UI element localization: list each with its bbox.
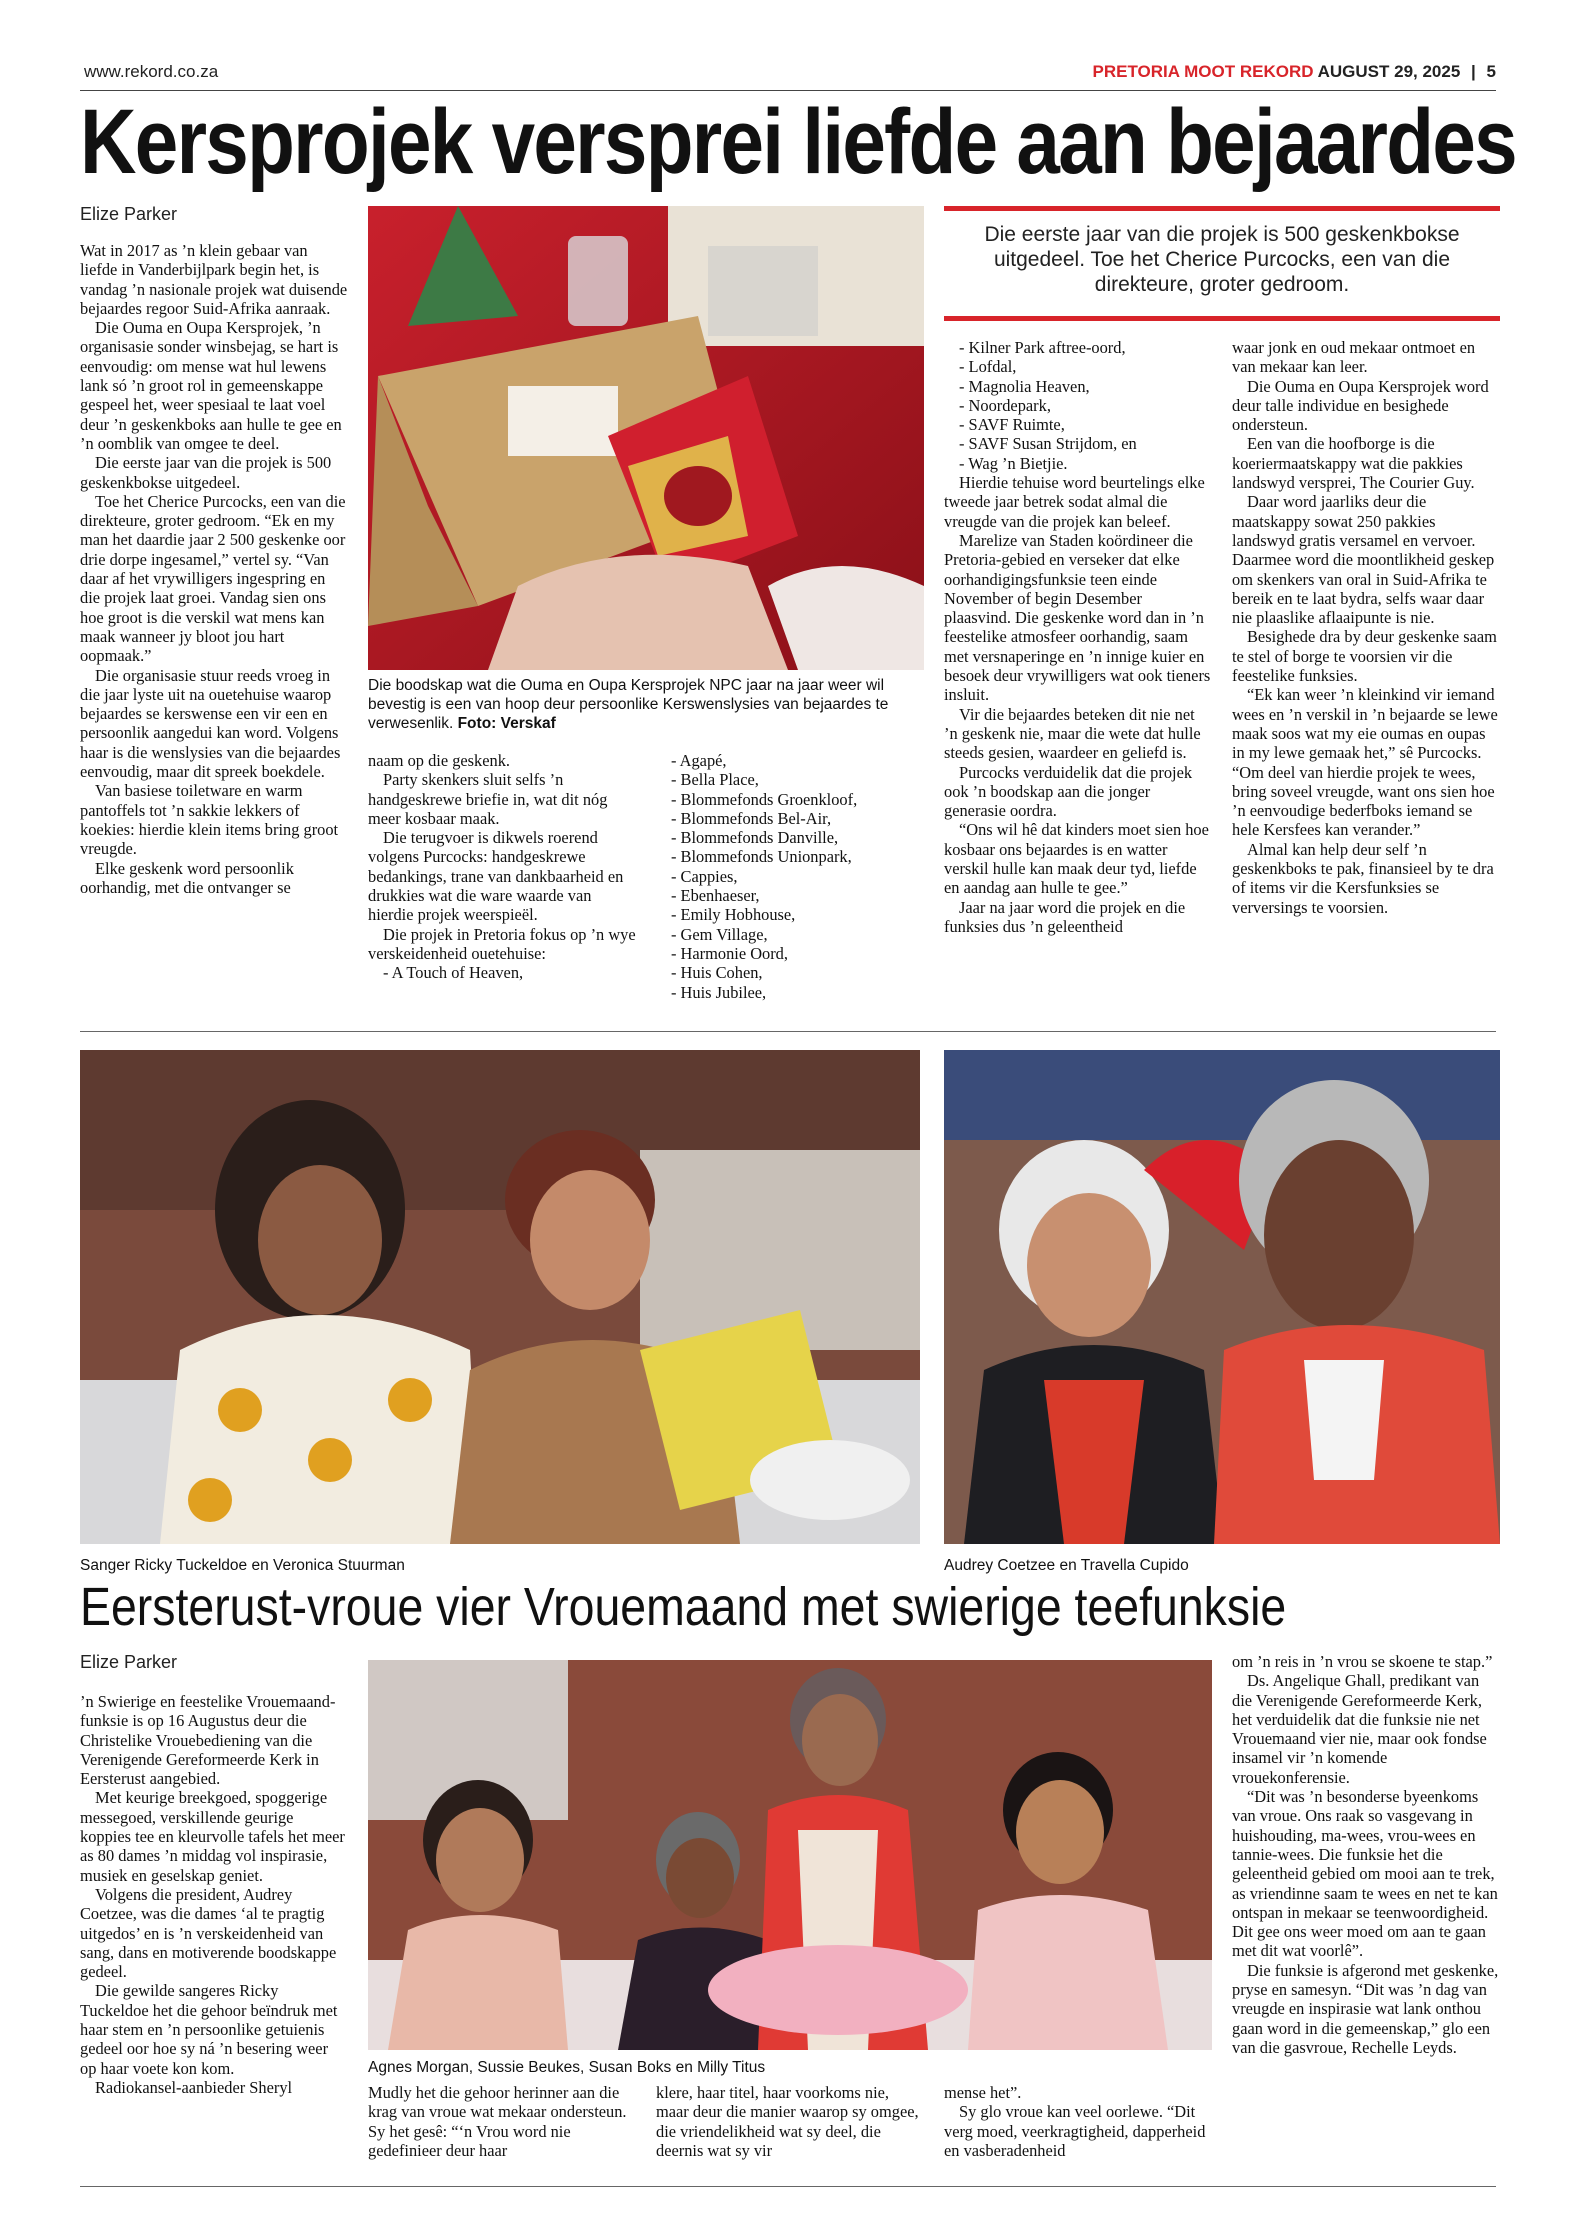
list-item: - Agapé, [671,751,727,770]
list-item: - Blommefonds Unionpark, [671,847,852,867]
list-item: - SAVF Susan Strijdom, en [959,434,1137,454]
page-number: 5 [1486,62,1496,81]
paragraph: Vir die bejaardes beteken dit nie net ’n geskenk nie, maar die wete dat hulle steeds gesien, waardeer en geliefd is. [944,704,1201,763]
paragraph: Toe het Cherice Purcocks, een van die direkteure, groter gedroom. “Ek en my man het daardie jaar 2 500 geskenke oor drie dorpe ingesamel,” vertel sy. “Van daar af het vrywilligers ingespring en die projek laat groei. Vandag sien ons hoe groot is die verskil wat mens kan maak wanneer jy bloot jou hart oopmaak.” [80,491,346,666]
paragraph: Besighede dra by deur geskenke saam te stel of borge te voorsien vir die feestelike funksies. [1232,627,1497,686]
tuckeldoe-stuurman-photo [80,1050,920,1544]
article2-byline: Elize Parker [80,1652,178,1672]
left-photo-caption: Sanger Ricky Tuckeldoe en Veronica Stuurman [80,1557,405,1574]
paragraph: “Ons wil hê dat kinders moet sien hoe kosbaar ons bejaardes is en watter verskil hulle kan maak deur tyd, liefde en aandag aan hulle te gee.” [944,820,1209,898]
paragraph: ’n Swierige en feestelike Vrouemaand-funksie is op 16 Augustus deur die Christelike Vrouebediening van die Verenigende Gereformeerde Kerk in Eersterust aangebied. [80,1692,336,1789]
article2-column-4 [944,2083,1212,2160]
paragraph: Die terugvoer is dikwels roerend volgens Purcocks: handgeskrewe bedankings, trane van dankbaarheid en drukkies wat die ware waarde van hierdie projek weerspieël. [368,828,624,925]
photo-credit: Foto: Verskaf [457,715,556,732]
list-item: - SAVF Ruimte, [959,415,1065,435]
paragraph: Radiokansel-aanbieder Sheryl [95,2077,293,2097]
paragraph: Wat in 2017 as ’n klein gebaar van liefde in Vanderbijlpark begin het, is vandag ’n nasionale projek wat duisende bejaardes regoor Suid-Afrika aanraak. [80,241,348,318]
article2-group-photo [368,1660,1212,2050]
paragraph: Die eerste jaar van die projek is 500 geskenkbokse uitgedeel. [80,453,332,492]
paragraph: Volgens die president, Audrey Coetzee, was die dames ‘al te pragtig uitgedos’ en is ’n verskeidenheid van sang, dans en motiverende boodskappe gedeel. [80,1884,337,1982]
article2-column-5 [1232,1652,1500,2057]
paragraph: “Ek kan weer ’n kleinkind vir iemand wees en ’n verskil in ’n bejaarde se lewe maak soos wat my eie oumas en oupas in my lewe gemaak het,” sê Purcocks. “Om deel van hierdie projek te wees, bring soveel vreugde, want ons sien hoe ’n eenvoudige bederfboks iemand se hele Kersfees kan verander.” [1232,685,1498,840]
article1-column-1 [80,241,348,897]
list-item: - Wag ’n Bietjie. [959,453,1068,473]
list-item: - Noordepark, [959,395,1051,415]
article1-headline: Kersprojek versprei liefde aan bejaardes [80,91,1516,193]
paragraph: Ds. Angelique Ghall, predikant van die Verenigende Gereformeerde Kerk, het verduidelik dat die funksie nie net Vrouemaand vier nie, maar ook fondse insamel vir ’n komende vrouekonferensie. [1232,1671,1487,1787]
article2-column-1 [80,1692,348,2097]
paragraph: klere, haar titel, haar voorkoms nie, maar deur die manier waarop sy omgee, die vriendelikheid wat sy deel, die deernis wat sy vir [656,2083,919,2160]
right-photo-caption: Audrey Coetzee en Travella Cupido [944,1557,1189,1574]
paragraph: “Dit was ’n besonderse byeenkoms van vroue. Ons raak so vasgevang in huishouding, ma-wees, vrou-wees en tannie-wees. Die funksie het die geleentheid gebied om mooi aan te trek, as vriendinne saam te wees en net te kan ontspan in mekaar se teenwoordigheid. Dit gee ons weer moed om aan te gaan met dit wat voorlê”. [1232,1787,1498,1961]
article1-photo-caption [368,676,924,733]
paragraph: Party skenkers sluit selfs ’n handgeskrewe briefie in, wat dit nóg meer kosbaar maak. [368,770,608,828]
list-item: - Kilner Park aftree-oord, [959,338,1126,357]
website-url: www.rekord.co.za [84,62,219,81]
list-item: - Lofdal, [959,357,1017,377]
paragraph: Jaar na jaar word die projek en die funksies dus ’n geleentheid [944,897,1186,936]
paragraph: naam op die geskenk. [368,751,511,770]
list-item: - A Touch of Heaven, [383,963,524,983]
two-women-portrait-photo [944,1050,1500,1544]
paragraph: Die funksie is afgerond met geskenke, pryse en samesyn. “Dit was ’n dag van vreugde en inspirasie wat lank onthou gaan word in die gemeenskap,” glo een van die gasvroue, Rechelle Leyds. [1232,1960,1499,2057]
paragraph: Purcocks verduidelik dat die projek ook ’n boodskap aan die jonger generasie oordra. [944,762,1193,821]
paragraph: Die organisasie stuur reeds vroeg in die jaar lyste uit na ouetehuise waarop bejaardes se kerswense een vir een en persoonlik aangedui kan word. Volgens haar is die wenslysies van die bejaardes eenvoudig, maar dit spreek boekdele. [80,665,341,782]
paragraph: Een van die hoofborge is die koeriermaatskappy wat die pakkies landswyd versprei, The Courier Guy. [1232,434,1475,493]
paragraph: om ’n reis in ’n vrou se skoene te stap.” [1232,1652,1493,1671]
article1-column-2 [368,751,636,983]
paragraph: mense het”. [944,2083,1022,2102]
list-item: - Harmonie Oord, [671,943,788,963]
issue-date: AUGUST 29, 2025 [1317,62,1461,81]
publication-name: PRETORIA MOOT REKORD [1092,62,1314,81]
paragraph: Almal kan help deur self ’n geskenkboks te pak, finansieel by te dra of items vir die Kersfunksies se verversings te voorsien. [1232,839,1494,917]
paragraph: Hierdie tehuise word beurtelings elke tweede jaar betrek sodat almal die vreugde van die projek kan beleef. [944,473,1205,531]
paragraph: Mudly het die gehoor herinner aan die krag van vroue wat mekaar ondersteun. Sy het gesê: “‘n Vrou word nie gedefinieer deur haar [368,2083,627,2160]
paragraph: Die Ouma en Oupa Kersprojek, ’n organisasie sonder winsbejag, se hart is eenvoudig: om mense wat hul lewens lank só ’n groot rol in gemeenskappe gespeel het, weer spesiaal te laat voel deur ’n geskenkboks aan hulle te gee en ’n oomblik van omgee te deel. [80,318,342,453]
article2-column-2 [368,2083,636,2160]
footer-rule [80,2186,1496,2187]
list-item: - Magnolia Heaven, [959,376,1090,396]
article1-column-4 [944,338,1212,936]
article1-photo [368,206,924,670]
pull-quote-bottom-bar [944,316,1500,321]
paragraph: Met keurige breekgoed, spoggerige messegoed, verskillende geurige koppies tee en kleurvolle tafels het meer as 80 dames ’n middag vol inspirasie, musiek en geselskap geniet. [80,1788,345,1885]
list-item: - Emily Hobhouse, [671,905,796,925]
two-women-table-photo [80,1050,920,1544]
article1-column-5 [1232,338,1500,917]
article2-headline: Eersterust-vroue vier Vrouemaand met swierige teefunksie [80,1577,1287,1637]
paragraph: Sy glo vroue kan veel oorlewe. “Dit verg moed, veerkragtigheid, dapperheid en vasberadenheid [944,2102,1206,2160]
paragraph: Die projek in Pretoria fokus op ’n wye verskeidenheid ouetehuise: [368,924,636,963]
list-item: - Huis Jubilee, [671,982,767,1002]
list-item: - Blommefonds Bel-Air, [671,808,832,828]
list-item: - Ebenhaeser, [671,886,760,906]
list-item: - Huis Cohen, [671,963,763,983]
masthead [1093,62,1497,82]
caption-text: Die boodskap wat die Ouma en Oupa Kersprojek NPC jaar na jaar weer wil bevestig is een van hoop deur persoonlike Kerswenslysies van bejaardes te verwesenlik. [368,677,889,732]
paragraph: Daar word jaarliks deur die maatskappy sowat 250 pakkies landswyd gratis versamel en vervoer. Daarmee word die moontlikheid geskep om skenkers van oral in Suid-Afrika te bereik en te laat bydra, selfs waar daar nie plaaslike aflaaipunte is nie. [1232,492,1495,628]
four-women-group-photo [368,1660,1212,2050]
article1-byline: Elize Parker [80,204,178,224]
paragraph: Die Ouma en Oupa Kersprojek word deur talle individue en besighede ondersteun. [1232,376,1489,435]
section-divider [80,1031,1496,1032]
article2-photo-caption: Agnes Morgan, Sussie Beukes, Susan Boks en Milly Titus [368,2059,766,2076]
separator: | [1471,62,1476,81]
gift-box-photo [368,206,924,670]
paragraph: Marelize van Staden koördineer die Pretoria-gebied en verseker dat elke oorhandigingsfunksie teen einde November of begin Desember plaasvind. Die geskenke word dan in ’n feestelike atmosfeer oorhandig, saam met versnaperinge en ’n innige kuier en besoek deur vrywilligers wat ook tieners insluit. [944,530,1211,705]
article2-column-3 [656,2083,924,2160]
paragraph: Van basiese toiletware en warm pantoffels tot ’n sakkie lekkers of koekies: hierdie klein items bring groot vreugde. [80,781,339,859]
article1-column-3 [656,751,924,1002]
list-item: - Gem Village, [671,924,768,944]
paragraph: Elke geskenk word persoonlik oorhandig, met die ontvanger se [80,858,294,897]
pull-quote: Die eerste jaar van die projek is 500 geskenkbokse uitgedeel. Toe het Cherice Purcocks, een van die direkteure, groter gedroom. [984,223,1460,296]
paragraph: waar jonk en oud mekaar ontmoet en van mekaar kan leer. [1232,338,1476,377]
list-item: - Bella Place, [671,770,759,790]
paragraph: Die gewilde sangeres Ricky Tuckeldoe het die gehoor beïndruk met haar stem en ’n persoonlike getuienis gedeel oor hoe sy ná ’n besering weer op haar voete kon kom. [80,1981,338,2078]
list-item: - Blommefonds Danville, [671,828,839,848]
pull-quote-top-bar [944,206,1500,211]
list-item: - Cappies, [671,866,738,886]
list-item: - Blommefonds Groenkloof, [671,789,858,809]
coetzee-cupido-photo [944,1050,1500,1544]
